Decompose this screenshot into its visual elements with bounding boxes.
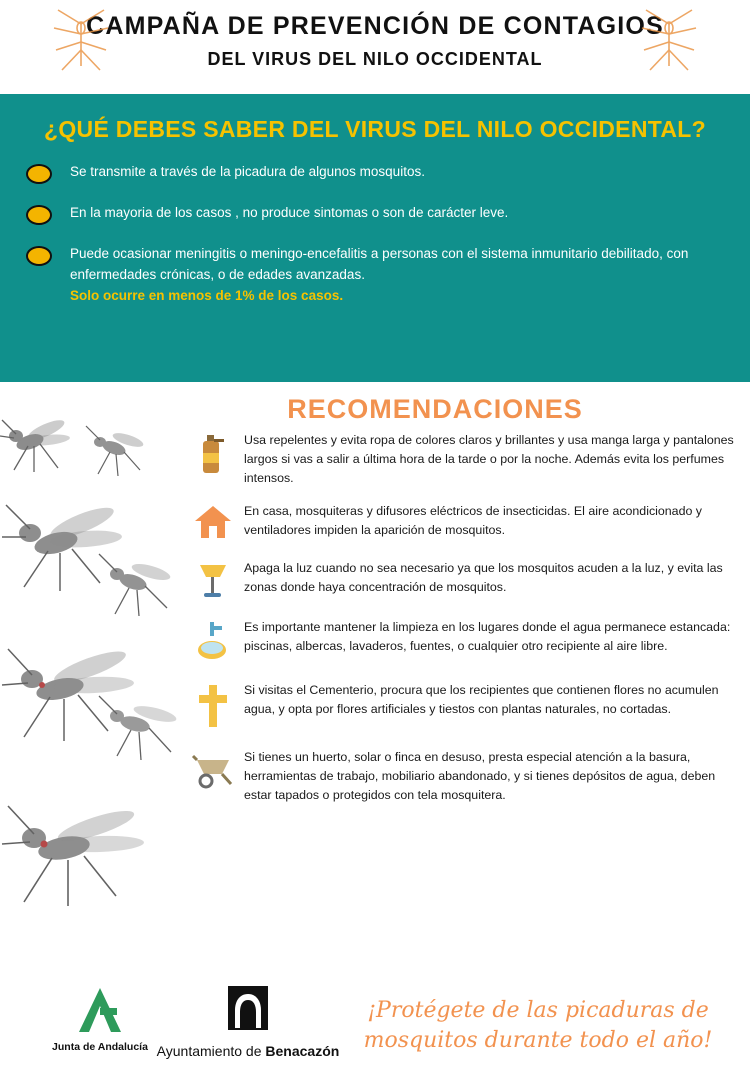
ayuntamiento-arch-logo	[226, 984, 270, 1032]
bullet-dot-icon	[26, 205, 52, 225]
lamp-off-icon	[190, 559, 236, 604]
recommendations-title: RECOMENDACIONES	[287, 394, 583, 424]
house-icon	[190, 502, 236, 545]
slogan-line-2: mosquitos durante todo el año!	[363, 1028, 713, 1053]
mosquito-icon	[0, 782, 160, 912]
info-heading: ¿QUÉ DEBES SABER DEL VIRUS DEL NILO OCCIDENTAL?	[44, 116, 706, 142]
recommendation-text: Apaga la luz cuando no sea necesario ya que los mosquitos acuden a la luz, y evita las zonas donde haya concentración de mosquitos.	[244, 561, 723, 594]
mosquito-icon	[0, 627, 150, 747]
junta-label: Junta de Andalucía	[52, 1041, 148, 1053]
water-tap-bucket-icon	[190, 618, 236, 667]
page-subtitle: DEL VIRUS DEL NILO OCCIDENTAL	[207, 49, 543, 69]
footer-slogan	[338, 996, 738, 1056]
info-bullet-text: Se transmite a través de la picadura de algunos mosquitos.	[70, 164, 425, 179]
page-title: CAMPAÑA DE PREVENCIÓN DE CONTAGIOS	[86, 12, 664, 40]
mosquito-icon	[46, 4, 116, 84]
ayuntamiento-town: Benacazón	[265, 1043, 340, 1059]
recommendation-text: Si tienes un huerto, solar o finca en desuso, presta especial atención a la basura, herramientas de trabajo, mobiliario abandonado, y si tienes depósitos de agua, deben estar tapados o protegidos con tela mosquitera.	[244, 750, 716, 802]
mosquito-icon	[95, 542, 185, 622]
slogan-line-1: ¡Protégete de las picaduras de	[367, 998, 709, 1023]
list-item	[190, 681, 742, 734]
recommendations-list	[190, 431, 742, 805]
recommendations-section	[0, 382, 750, 982]
info-bullet-highlight: Solo ocurre en menos de 1% de los casos.	[70, 288, 344, 303]
info-bullet-text: Puede ocasionar meningitis o meningo-encefalitis a personas con el sistema inmunitario debilitado, con enfermedades crónicas, o de edades avanzadas.	[70, 246, 689, 282]
mosquito-icon	[0, 487, 140, 597]
list-item	[26, 202, 724, 225]
list-item	[190, 618, 742, 667]
info-bullet-text: En la mayoria de los casos , no produce sintomas o son de carácter leve.	[70, 205, 509, 220]
recommendation-text: En casa, mosquiteras y difusores eléctricos de insecticidas. El aire acondicionado y ventiladores impiden la aparición de mosquitos.	[244, 504, 702, 537]
list-item	[26, 243, 724, 306]
list-item	[26, 161, 724, 184]
ayuntamiento-prefix: Ayuntamiento de	[156, 1043, 266, 1059]
mosquito-illustrations	[0, 392, 195, 972]
info-section	[0, 94, 750, 382]
mosquito-icon	[634, 4, 704, 84]
wheelbarrow-icon	[190, 748, 236, 795]
bullet-dot-icon	[26, 164, 52, 184]
list-item	[190, 431, 742, 488]
mosquito-icon	[95, 682, 190, 767]
mosquito-icon	[0, 402, 90, 482]
recommendation-text: Usa repelentes y evita ropa de colores claros y brillantes y usa manga larga y pantalones largos si vas a salir a última hora de la tarde o por la noche. Además evita los perfumes intensos.	[244, 433, 734, 485]
recommendation-text: Es importante mantener la limpieza en los lugares donde el agua permanece estancada: piscinas, albercas, lavaderos, fuentes, o cualquier otro recipiente al aire libre.	[244, 620, 731, 653]
bullet-dot-icon	[26, 246, 52, 266]
page-header	[0, 0, 750, 94]
list-item	[190, 559, 742, 604]
cross-cemetery-icon	[190, 681, 236, 734]
list-item	[190, 748, 742, 805]
recommendation-text: Si visitas el Cementerio, procura que los recipientes que contienen flores no acumulen agua, y opta por flores artificiales y tiestos con plantas naturales, no cortadas.	[244, 683, 719, 716]
list-item	[190, 502, 742, 545]
repellent-spray-icon	[190, 431, 236, 482]
page-footer	[0, 982, 750, 1083]
